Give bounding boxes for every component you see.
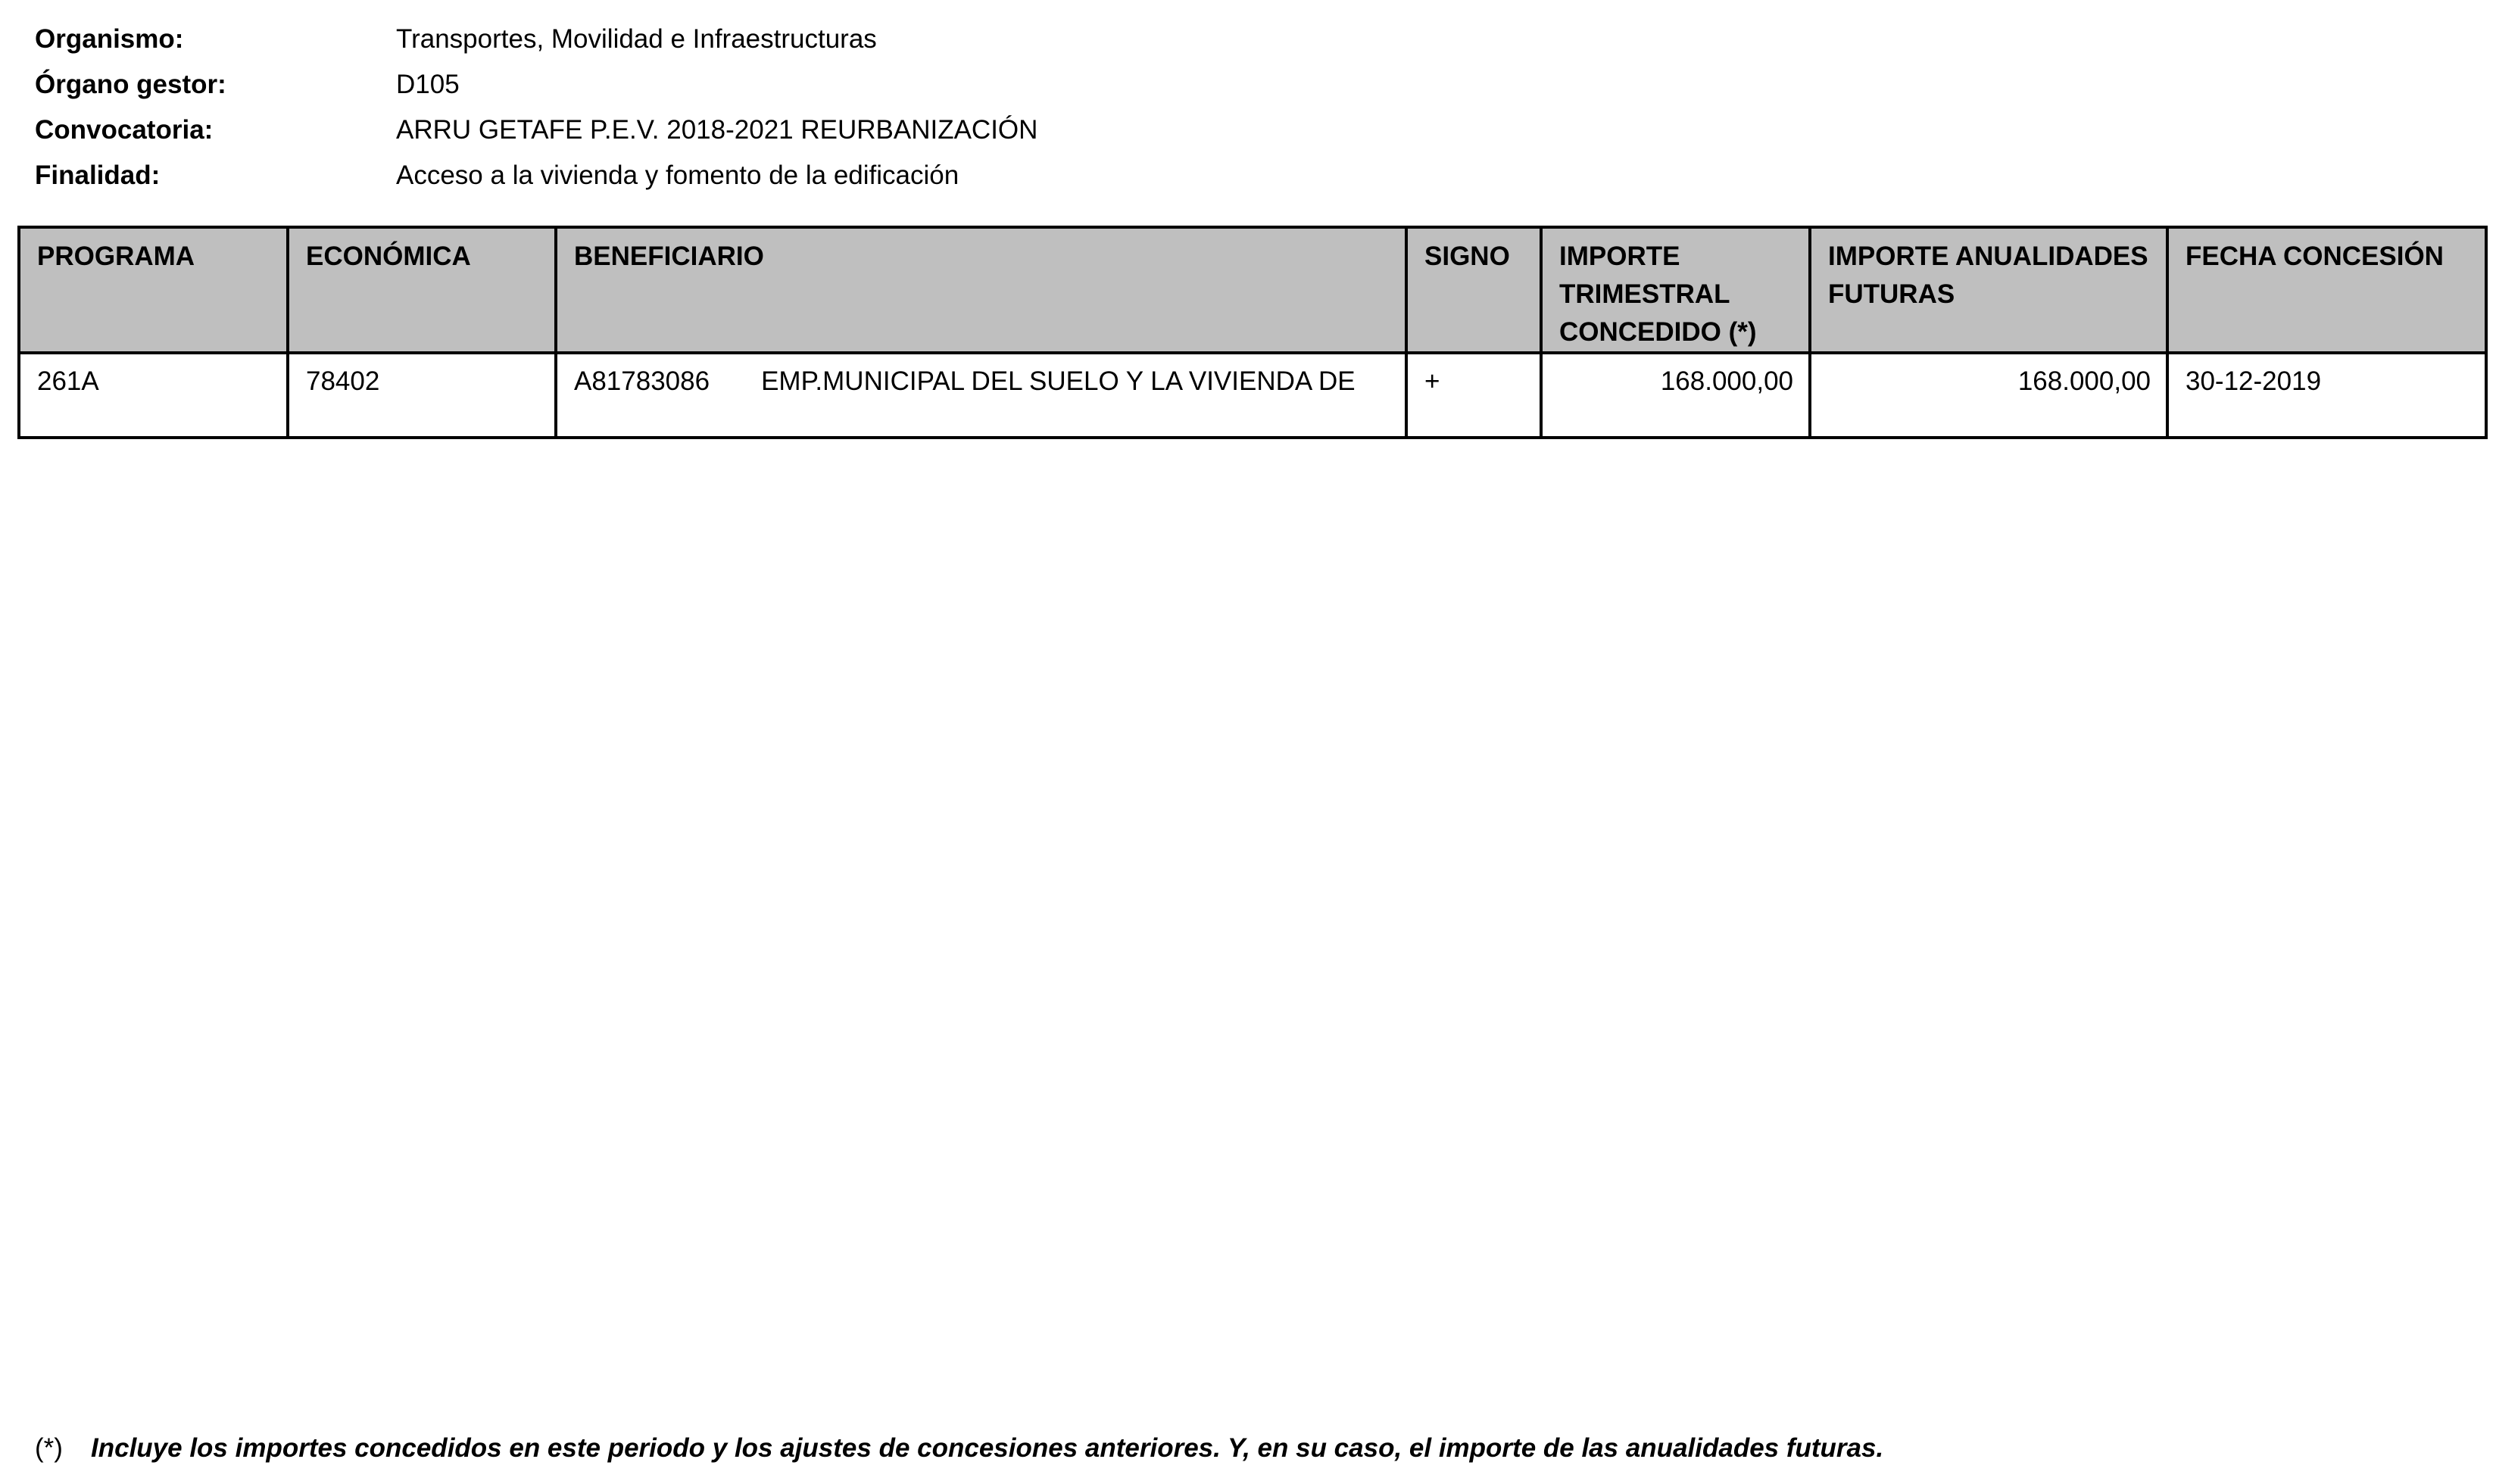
organismo-label: Organismo: <box>35 24 184 54</box>
finalidad-row <box>35 153 1037 198</box>
cell-fecha-concesion: 30-12-2019 <box>2167 353 2486 438</box>
cell-beneficiario <box>556 353 1406 438</box>
convocatoria-label: Convocatoria: <box>35 115 214 145</box>
column-header-programa: PROGRAMA <box>19 227 288 353</box>
organismo-value: Transportes, Movilidad e Infraestructuras <box>396 24 877 54</box>
finalidad-label: Finalidad: <box>35 161 161 190</box>
footnote-text: Incluye los importes concedidos en este periodo y los ajustes de concesiones anteriores. Y, en su caso, el importe de las anualidades futuras. <box>91 1433 1884 1463</box>
organismo-row <box>35 17 1037 62</box>
cell-signo: + <box>1406 353 1541 438</box>
convocatoria-value: ARRU GETAFE P.E.V. 2018-2021 REURBANIZACIÓN <box>396 115 1038 145</box>
organo-gestor-label: Órgano gestor: <box>35 70 226 99</box>
column-header-importe-trimestral: IMPORTE TRIMESTRAL CONCEDIDO (*) <box>1541 227 1810 353</box>
column-header-fecha-concesion: FECHA CONCESIÓN <box>2167 227 2486 353</box>
column-header-economica: ECONÓMICA <box>288 227 556 353</box>
beneficiario-id: A81783086 <box>574 366 710 396</box>
table-row <box>19 353 2486 438</box>
beneficiario-nombre: EMP.MUNICIPAL DEL SUELO Y LA VIVIENDA DE <box>761 366 1356 396</box>
finalidad-value: Acceso a la vivienda y fomento de la edificación <box>396 161 959 190</box>
organo-gestor-value: D105 <box>396 70 460 99</box>
cell-importe-trimestral: 168.000,00 <box>1541 353 1810 438</box>
table-header-row <box>19 227 2486 353</box>
column-header-beneficiario: BENEFICIARIO <box>556 227 1406 353</box>
footnote-mark: (*) <box>35 1433 63 1463</box>
convocatoria-row <box>35 108 1037 153</box>
cell-programa: 261A <box>19 353 288 438</box>
metadata-block <box>35 17 1037 198</box>
cell-economica: 78402 <box>288 353 556 438</box>
column-header-signo: SIGNO <box>1406 227 1541 353</box>
footnote <box>35 1433 1883 1464</box>
organo-gestor-row <box>35 62 1037 108</box>
concessions-table <box>17 226 2488 439</box>
column-header-importe-anualidades: IMPORTE ANUALIDADES FUTURAS <box>1810 227 2167 353</box>
cell-importe-anualidades: 168.000,00 <box>1810 353 2167 438</box>
